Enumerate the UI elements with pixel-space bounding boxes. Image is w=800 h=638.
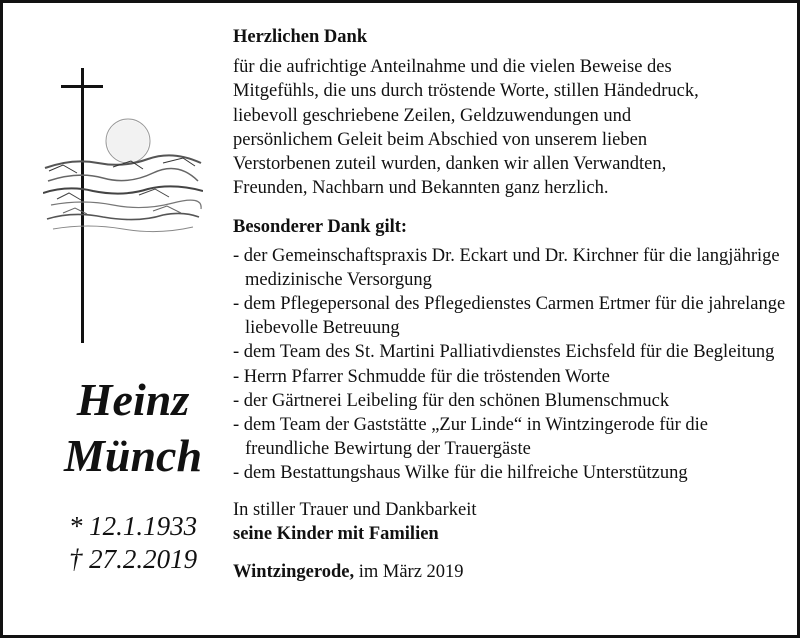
thanks-line: persönlichem Geleit beim Abschied von unserem lieben	[233, 129, 648, 150]
place-date	[233, 560, 793, 584]
thanks-line: liebevoll geschriebene Zeilen, Geldzuwendungen und	[233, 105, 632, 126]
deceased-first-name: Heinz	[76, 374, 190, 425]
left-column	[13, 3, 223, 633]
list-item: - dem Bestattungshaus Wilke für die hilfreiche Unterstützung	[233, 463, 688, 484]
list-item: - der Gärtnerei Leibeling für den schönen Blumenschmuck	[233, 390, 670, 411]
closing-line: In stiller Trauer und Dankbarkeit	[233, 499, 477, 520]
deceased-last-name: Münch	[63, 430, 203, 481]
special-thanks-heading: Besonderer Dank gilt:	[233, 217, 408, 238]
birth-date: * 12.1.1933	[68, 511, 198, 541]
text-column	[233, 25, 793, 584]
thanks-heading: Herzlichen Dank	[233, 27, 368, 47]
thanks-line: für die aufrichtige Anteilnahme und die vielen Beweise des	[233, 57, 672, 78]
thanks-line: Verstorbenen zuteil wurden, danken wir allen Verwandten,	[233, 154, 667, 175]
death-date: † 27.2.2019	[68, 544, 198, 574]
place: Wintzingerode,	[233, 562, 355, 583]
signature-line: seine Kinder mit Familien	[233, 523, 439, 544]
list-item: - Herrn Pfarrer Schmudde für die tröstenden Worte	[233, 366, 610, 387]
list-item: - dem Team des St. Martini Palliativdienstes Eichsfeld für die Begleitung	[233, 342, 775, 363]
list-item: - dem Pflegepersonal des Pflegedienstes Carmen Ertmer für die jahrelange liebevolle Betreuung	[233, 294, 786, 339]
list-item: - der Gemeinschaftspraxis Dr. Eckart und Dr. Kirchner für die langjährige medizinische Versorgung	[233, 245, 780, 290]
date: im März 2019	[354, 562, 464, 583]
thanks-line: Mitgefühls, die uns durch tröstende Worte, stillen Händedruck,	[233, 81, 699, 102]
list-item: - dem Team der Gaststätte „Zur Linde“ in Wintzingerode für die freundliche Bewirtung der Trauergäste	[233, 415, 709, 460]
cross-with-landscape-icon	[43, 63, 203, 353]
thanks-line: Freunden, Nachbarn und Bekannten ganz herzlich.	[233, 178, 609, 199]
